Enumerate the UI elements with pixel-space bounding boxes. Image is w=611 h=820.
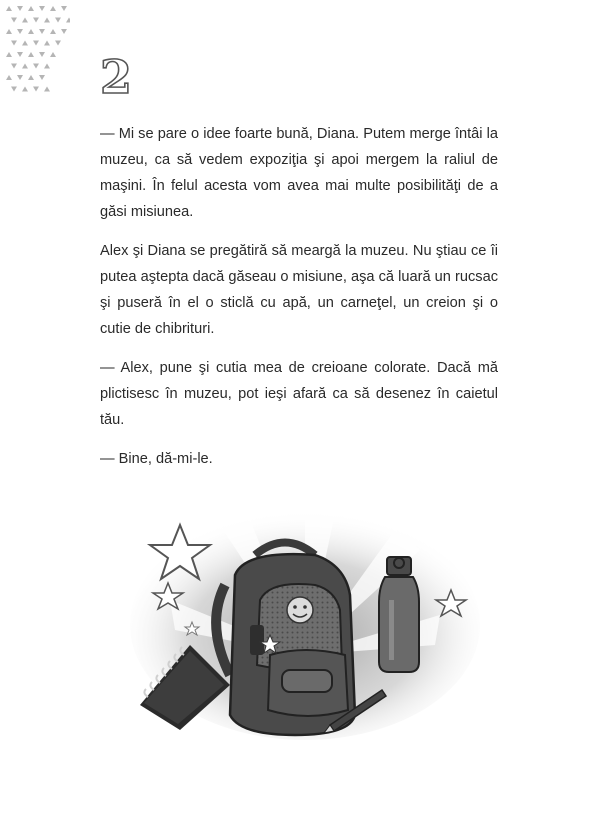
backpack-icon [216,543,355,736]
backpack-illustration [130,505,480,750]
paragraph-3: — Alex, pune şi cutia mea de creioane colorate. Dacă mă plictisesc în muzeu, pot ieşi afară ca să desenez în caietul tău. [100,360,498,428]
paragraph-2: Alex şi Diana se pregătiră să meargă la muzeu. Nu ştiau ce îi putea aştepta dacă găseau o misiune, aşa că luară un rucsac şi puseră în el o sticlă cu apă, un carneţel, un creion şi o cutie de chibrituri. [100,243,498,337]
corner-triangle-pattern [0,0,70,100]
smiley-icon [287,597,313,623]
page-number: 2 [100,50,134,104]
body-text [100,121,498,485]
paragraph-4: — Bine, dă-mi-le. [100,451,213,467]
paragraph-1: — Mi se pare o idee foarte bună, Diana. Putem merge întâi la muzeu, ca să vedem expoziţia şi apoi mergem la raliul de maşini. În felul acesta vom avea mai multe posibilităţi de a găsi misiunea. [100,126,498,220]
